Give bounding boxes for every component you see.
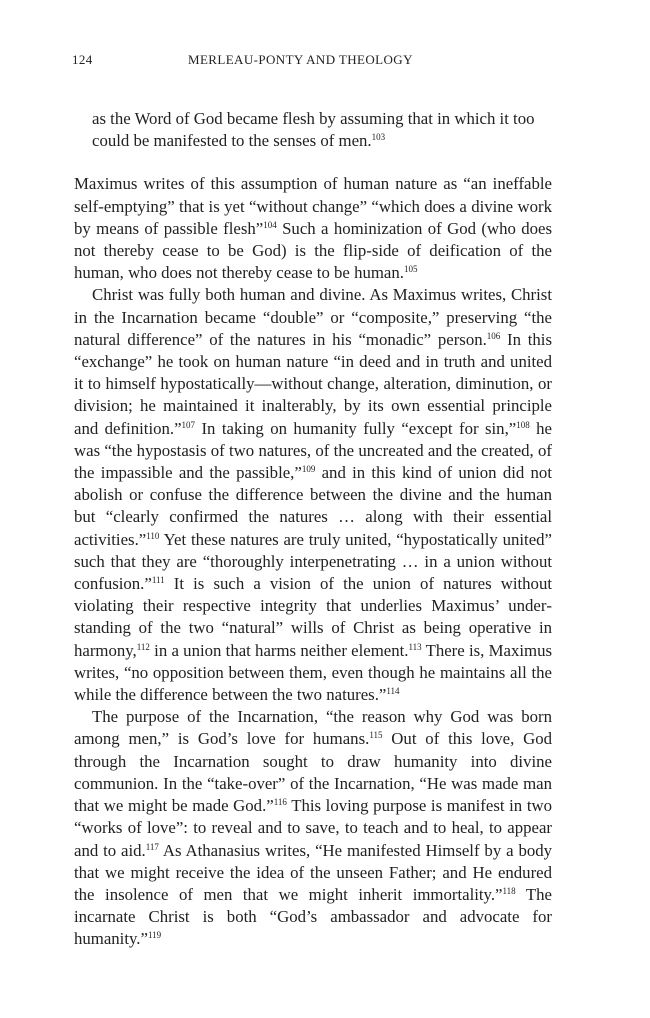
footnote-ref: 107 xyxy=(181,419,196,430)
paragraph-text: and in this kind of union did not abolish or confuse the difference between the divine and the human but “clearly confirmed the natures … along with their essential activities.” xyxy=(74,463,552,549)
footnote-ref: 108 xyxy=(516,419,530,430)
footnote-ref: 114 xyxy=(386,686,400,697)
paragraph-text: he was “the hypostasis of two natures, of the uncreated and the created, of the impassible and the passible,” xyxy=(74,418,552,483)
footnote-ref: 105 xyxy=(403,264,418,275)
paragraph-text: Yet these natures are truly united, “hypostatically united” such that they are “thoroughly interpenetrating … in a union without confusion.” xyxy=(74,529,552,594)
footnote-ref: 113 xyxy=(408,641,422,652)
paragraph-text: in a union that harms neither element. xyxy=(149,640,409,660)
paragraph xyxy=(74,284,552,706)
footnote-ref: 117 xyxy=(145,841,159,852)
footnote-ref: 112 xyxy=(136,641,150,652)
footnote-ref: 109 xyxy=(301,464,316,475)
paragraph-text: There is, Maximus writes, “no opposition between them, even though he maintains all the while the difference between the two natures.” xyxy=(74,640,552,705)
footnote-ref: 106 xyxy=(486,330,501,341)
paragraph-text: This loving purpose is manifest in two “works of love”: to reveal and to save, to teach and to heal, to appear and to aid. xyxy=(74,796,552,860)
paragraph-text: Christ was fully both human and divine. As Maximus writes, Christ in the Incarnation became “double” or “composite,” preserving “the natural difference” of the natures in his “monadic” person. xyxy=(74,285,552,349)
block-quote-text: as the Word of God became flesh by assuming that in which it too could be manifested to the senses of men. xyxy=(92,109,535,151)
running-title: MERLEAU-PONTY AND THEOLOGY xyxy=(188,52,413,67)
footnote-ref: 104 xyxy=(263,219,277,230)
footnote-ref: 118 xyxy=(502,885,516,896)
footnote-ref: 110 xyxy=(146,530,160,541)
footnote-ref: 111 xyxy=(151,575,165,586)
paragraph-text: In this “exchange” he took on human nature “in deed and in truth and united it to himself hypostatically—without change, alteration, diminution, or division; he maintained it inalterably, by its own essential principle and definition.” xyxy=(74,329,552,438)
paragraph-text: The purpose of the Incarnation, “the reason why God was born among men,” is God’s love for humans. xyxy=(74,707,552,749)
page-number: 124 xyxy=(72,52,93,67)
paragraph-text: In taking on humanity fully “except for sin,” xyxy=(195,418,517,438)
footnote-ref: 116 xyxy=(273,797,287,808)
page-body xyxy=(74,108,552,951)
paragraph-text: It is such a vision of the union of natures without violating their respective integrity that underlies Maximus’ understanding of the two “natural” wills of Christ as being operative in harmony, xyxy=(74,574,552,660)
block-quote xyxy=(92,108,552,152)
footnote-ref: 119 xyxy=(147,930,162,941)
paragraph-text: As Athanasius writes, “He manifested Himself by a body that we might receive the idea of the unseen Father; and He endured the insolence of men that we might inherit immortality.” xyxy=(74,840,553,904)
paragraph-text: Out of this love, God through the Incarnation sought to draw humanity into divine communion. In the “take-over” of the Incarnation, “He was made man that we might be made God.” xyxy=(74,729,552,816)
paragraph xyxy=(74,706,552,950)
paragraph-text: The incarnate Christ is both “God’s ambassador and advocate for humanity.” xyxy=(74,884,552,949)
paragraph xyxy=(74,173,552,284)
paragraph-text: Such a hominization of God (who does not thereby cease to be God) is the flip-side of deification of the human, who does not thereby cease to be human. xyxy=(74,218,552,283)
footnote-ref: 103 xyxy=(371,132,386,143)
footnote-ref: 115 xyxy=(369,730,383,741)
paragraph-text: Maximus writes of this assumption of human nature as “an ineffable self-emptying” that is yet “without change” “which does a divine work by means of passible flesh” xyxy=(74,174,552,238)
running-header xyxy=(72,52,582,72)
